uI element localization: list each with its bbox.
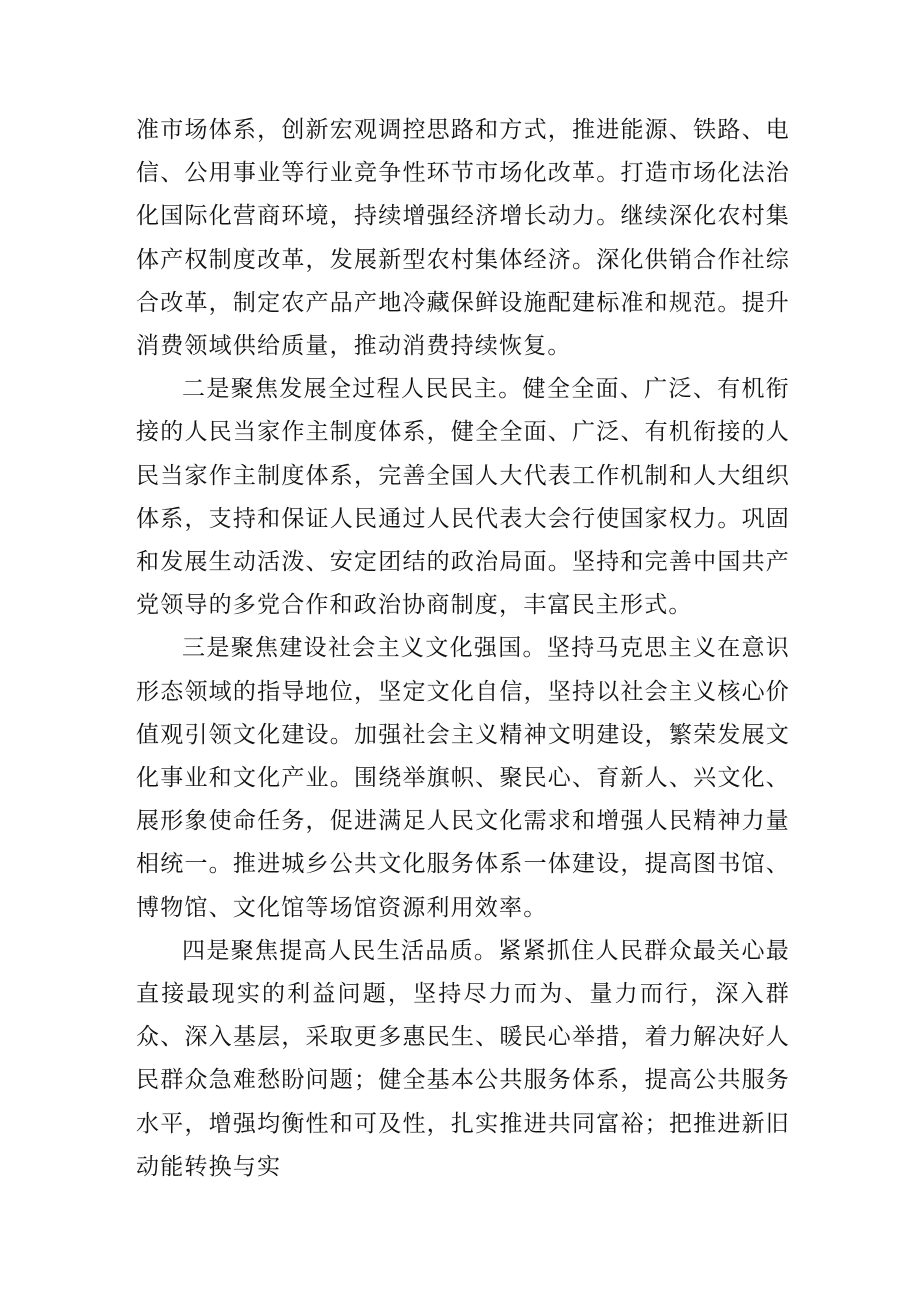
paragraph-peoples-democracy: 二是聚焦发展全过程人民民主。健全全面、广泛、有机衔接的人民当家作主制度体系，健全全面、广泛、有机衔接的人民当家作主制度体系，完善全国人大代表工作机制和人大组织体系，支持和保证人民通过人民代表大会行使国家权力。巩固和发展生动活泼、安定团结的政治局面。坚持和完善中国共产党领导的多党合作和政治协商制度，丰富民主形式。 (136, 376, 790, 619)
paragraph-market-reform: 准市场体系，创新宏观调控思路和方式，推进能源、铁路、电信、公用事业等行业竞争性环节市场化改革。打造市场化法治化国际化营商环境，持续增强经济增长动力。继续深化农村集体产权制度改革，发展新型农村集体经济。深化供销合作社综合改革，制定农产品产地冷藏保鲜设施配建标准和规范。提升消费领域供给质量，推动消费持续恢复。 (136, 117, 790, 360)
paragraph-quality-of-life: 四是聚焦提高人民生活品质。紧紧抓住人民群众最关心最直接最现实的利益问题，坚持尽力而为、量力而行，深入群众、深入基层，采取更多惠民生、暖民心举措，着力解决好人民群众急难愁盼问题；健全基本公共服务体系，提高公共服务水平，增强均衡性和可及性，扎实推进共同富裕；把推进新旧动能转换与实 (136, 937, 790, 1180)
paragraph-socialist-culture: 三是聚焦建设社会主义文化强国。坚持马克思主义在意识形态领域的指导地位，坚定文化自信，坚持以社会主义核心价值观引领文化建设。加强社会主义精神文明建设，繁荣发展文化事业和文化产业。围绕举旗帜、聚民心、育新人、兴文化、展形象使命任务，促进满足人民文化需求和增强人民精神力量相统一。推进城乡公共文化服务体系一体建设，提高图书馆、博物馆、文化馆等场馆资源利用效率。 (136, 635, 790, 921)
document-body (136, 109, 790, 1189)
